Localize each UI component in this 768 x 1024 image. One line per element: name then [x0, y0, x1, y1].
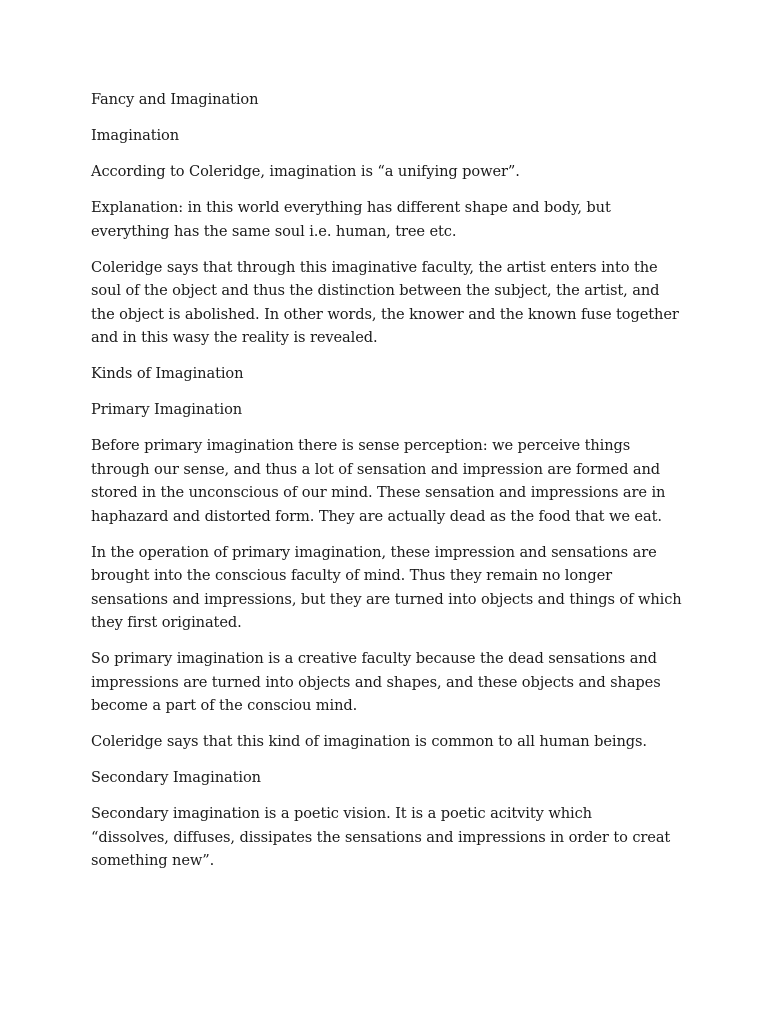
text-line: impressions are turned into objects and shapes, and these objects and shapes — [91, 673, 661, 691]
text-line: Coleridge says that through this imaginative faculty, the artist enters into the — [91, 258, 658, 276]
text-line: they first originated. — [91, 614, 242, 631]
text-line: through our sense, and thus a lot of sensation and impression are formed and — [91, 460, 661, 478]
text-line: the object is abolished. In other words, the knower and the known fuse together — [91, 305, 679, 323]
text-line: and in this wasy the reality is revealed. — [91, 329, 378, 346]
text-line: Before primary imagination there is sense perception: we perceive things — [91, 437, 631, 454]
paragraph-unifying-power — [91, 160, 691, 184]
heading-secondary-imagination — [91, 766, 691, 790]
text-line: something new”. — [91, 852, 215, 869]
paragraph-explanation — [91, 196, 691, 243]
heading-imagination — [91, 124, 691, 148]
text-line: Kinds of Imagination — [91, 365, 244, 382]
text-line: Secondary imagination is a poetic vision. It is a poetic acitvity which — [91, 805, 592, 822]
text-line: Coleridge says that this kind of imagination is common to all human beings. — [91, 733, 647, 750]
text-line: Primary Imagination — [91, 401, 243, 418]
text-line: In the operation of primary imagination, these impression and sensations are — [91, 543, 657, 561]
text-line: According to Coleridge, imagination is “a unifying power”. — [91, 163, 520, 180]
text-line: everything has the same soul i.e. human, tree etc. — [91, 222, 457, 240]
heading-fancy-and-imagination — [91, 88, 691, 112]
text-line: soul of the object and thus the distinction between the subject, the artist, and — [91, 282, 660, 299]
text-line: brought into the conscious faculty of mind. Thus they remain no longer — [91, 567, 613, 584]
text-line: “dissolves, diffuses, dissipates the sensations and impressions in order to creat — [91, 828, 671, 846]
text-line: become a part of the consciou mind. — [91, 697, 358, 714]
text-line: So primary imagination is a creative faculty because the dead sensations and — [91, 650, 657, 667]
document-body — [91, 88, 691, 885]
text-line: haphazard and distorted form. They are actually dead as the food that we eat. — [91, 507, 662, 525]
text-line: Imagination — [91, 127, 180, 144]
heading-kinds-of-imagination — [91, 362, 691, 386]
paragraph-poetic-vision — [91, 802, 691, 873]
heading-primary-imagination — [91, 398, 691, 422]
paragraph-creative-faculty — [91, 647, 691, 718]
paragraph-sense-perception — [91, 434, 691, 528]
text-line: Explanation: in this world everything has different shape and body, but — [91, 199, 611, 216]
text-line: sensations and impressions, but they are turned into objects and things of which — [91, 590, 682, 608]
text-line: stored in the unconscious of our mind. These sensation and impressions are in — [91, 484, 666, 501]
paragraph-primary-operation — [91, 541, 691, 635]
text-line: Fancy and Imagination — [91, 91, 259, 108]
paragraph-common-to-all — [91, 730, 691, 754]
text-line: Secondary Imagination — [91, 769, 261, 786]
paragraph-imaginative-faculty — [91, 256, 691, 350]
